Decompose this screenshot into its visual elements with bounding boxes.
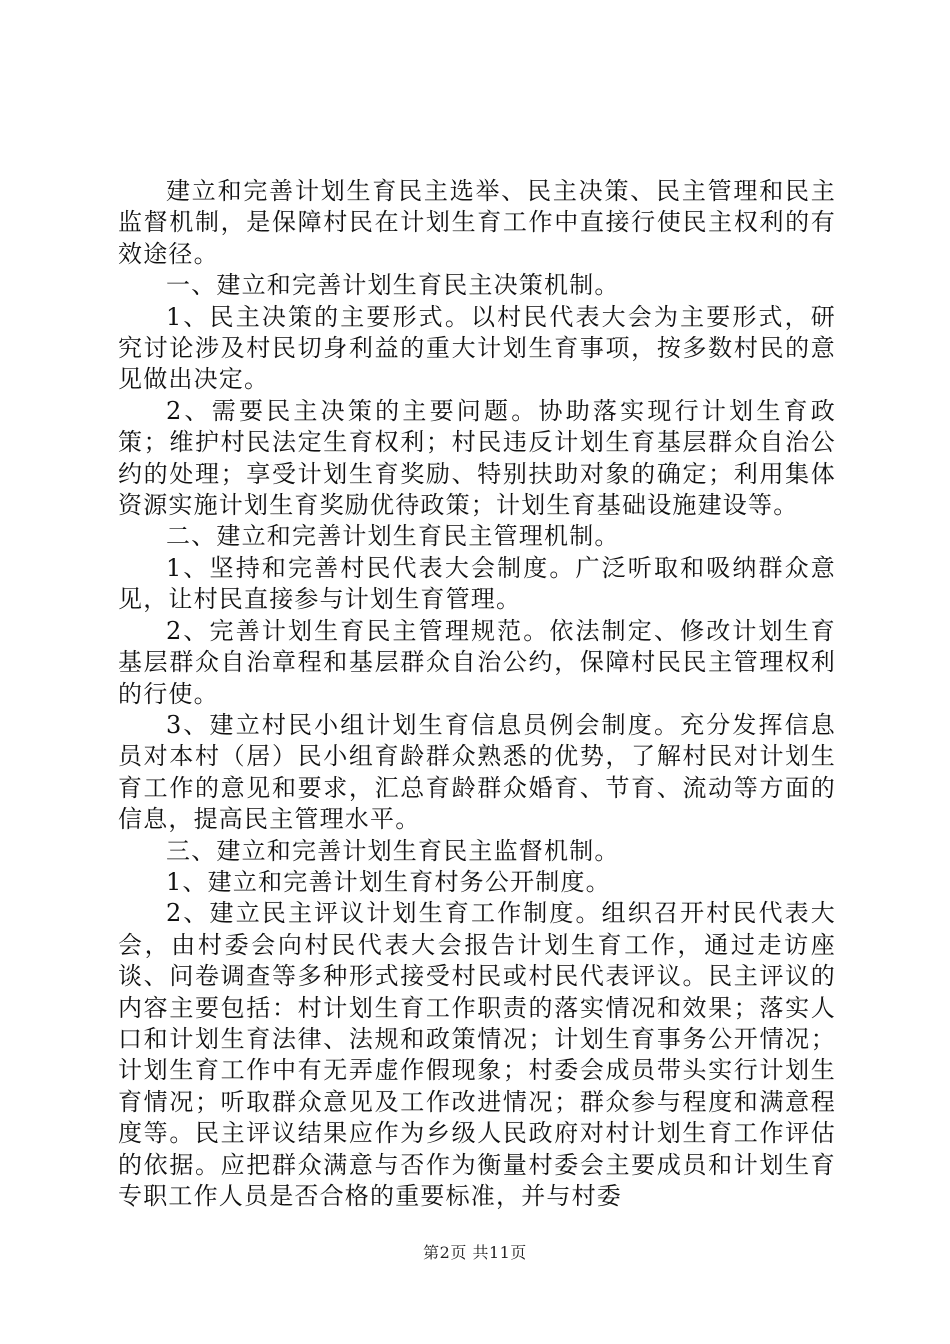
section-heading-supervision: 三、建立和完善计划生育民主监督机制。 [166, 836, 620, 865]
section-heading-decision: 一、建立和完善计划生育民主决策机制。 [166, 271, 620, 300]
paragraph-management-norms: 2、完善计划生育民主管理规范。依法制定、修改计划生育基层群众自治章程和基层群众自治公约，保障村民民主管理权利的行使。 [118, 616, 836, 708]
paragraph-decision-form: 1、民主决策的主要形式。以村民代表大会为主要形式，研究讨论涉及村民切身利益的重大计划生育事项，按多数村民的意见做出决定。 [118, 302, 836, 394]
page-number-footer: 第2页 共11页 [423, 1243, 527, 1262]
paragraph-decision-issues: 2、需要民主决策的主要问题。协助落实现行计划生育政策；维护村民法定生育权利；村民违反计划生育基层群众自治公约的处理；享受计划生育奖励、特别扶助对象的确定；利用集体资源实施计划生育奖励优待政策；计划生育基础设施建设等。 [118, 396, 836, 520]
paragraph-supervision-evaluation: 2、建立民主评议计划生育工作制度。组织召开村民代表大会，由村委会向村民代表大会报告计划生育工作，通过走访座谈、问卷调查等多种形式接受村民或村民代表评议。民主评议的内容主要包括：村计划生育工作职责的落实情况和效果；落实人口和计划生育法律、法规和政策情况；计划生育事务公开情况；计划生育工作中有无弄虚作假现象；村委会成员带头实行计划生育情况；听取群众意见及工作改进情况；群众参与程度和满意程度等。民主评议结果应作为乡级人民政府对村计划生育工作评估的依据。应把群众满意与否作为衡量村委会主要成员和计划生育专职工作人员是否合格的重要标准，并与村委 [118, 899, 836, 1210]
paragraph-supervision-disclosure: 1、建立和完善计划生育村务公开制度。 [166, 867, 611, 896]
paragraph-intro: 建立和完善计划生育民主选举、民主决策、民主管理和民主监督机制，是保障村民在计划生育工作中直接行使民主权利的有效途径。 [118, 177, 836, 268]
section-heading-management: 二、建立和完善计划生育民主管理机制。 [166, 522, 620, 551]
paragraph-management-informants: 3、建立村民小组计划生育信息员例会制度。充分发挥信息员对本村（居）民小组育龄群众熟悉的优势，了解村民对计划生育工作的意见和要求，汇总育龄群众婚育、节育、流动等方面的信息，提高民主管理水平。 [118, 710, 836, 834]
paragraph-management-congress: 1、坚持和完善村民代表大会制度。广泛听取和吸纳群众意见，让村民直接参与计划生育管理。 [118, 553, 836, 614]
document-body [118, 176, 836, 1212]
